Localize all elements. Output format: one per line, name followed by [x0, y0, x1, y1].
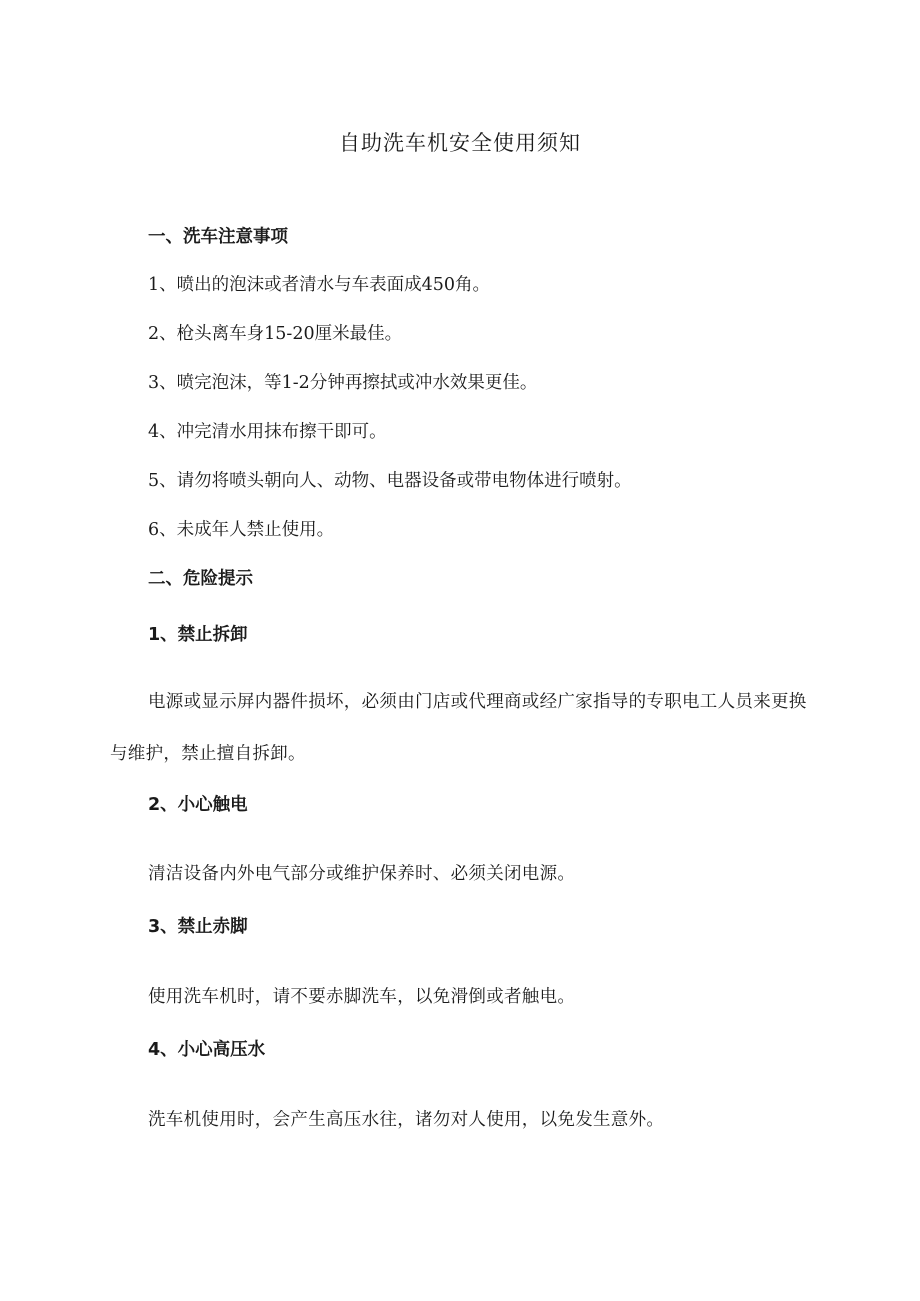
list-item: 6、未成年人禁止使用。 — [148, 520, 335, 540]
list-item: 3、喷完泡沫，等1-2分钟再擦拭或冲水效果更佳。 — [148, 373, 538, 393]
list-item: 2、枪头离车身15-20厘米最佳。 — [148, 324, 403, 344]
subsection-heading-no-barefoot: 3、禁止赤脚 — [148, 917, 248, 937]
list-item: 1、喷出的泡沫或者清水与车表面成450角。 — [148, 275, 491, 295]
subsection-heading-electric-shock: 2、小心触电 — [148, 795, 248, 815]
subsection-heading-no-disassembly: 1、禁止拆卸 — [148, 625, 248, 645]
list-item: 5、请勿将喷头朝向人、动物、电器设备或带电物体进行喷射。 — [148, 471, 632, 491]
subsection-text-no-barefoot: 使用洗车机时，请不要赤脚洗车，以免滑倒或者触电。 — [148, 987, 576, 1007]
section-heading-danger: 二、危险提示 — [148, 569, 253, 589]
list-item: 4、冲完清水用抹布擦干即可。 — [148, 422, 387, 442]
document-title: 自助洗车机安全使用须知 — [339, 131, 581, 155]
section-heading-precautions: 一、洗车注意事项 — [148, 227, 288, 247]
subsection-heading-high-pressure: 4、小心高压水 — [148, 1040, 266, 1060]
subsection-text-no-disassembly: 电源或显示屏内器件损坏，必须由门店或代理商或经广家指导的专职电工人员来更换与维护，禁止擅自拆卸。 — [110, 692, 807, 764]
subsection-text-high-pressure: 洗车机使用时，会产生高压水往，诸勿对人使用，以免发生意外。 — [148, 1110, 665, 1130]
subsection-text-electric-shock: 清洁设备内外电气部分或维护保养时、必须关闭电源。 — [148, 864, 576, 884]
